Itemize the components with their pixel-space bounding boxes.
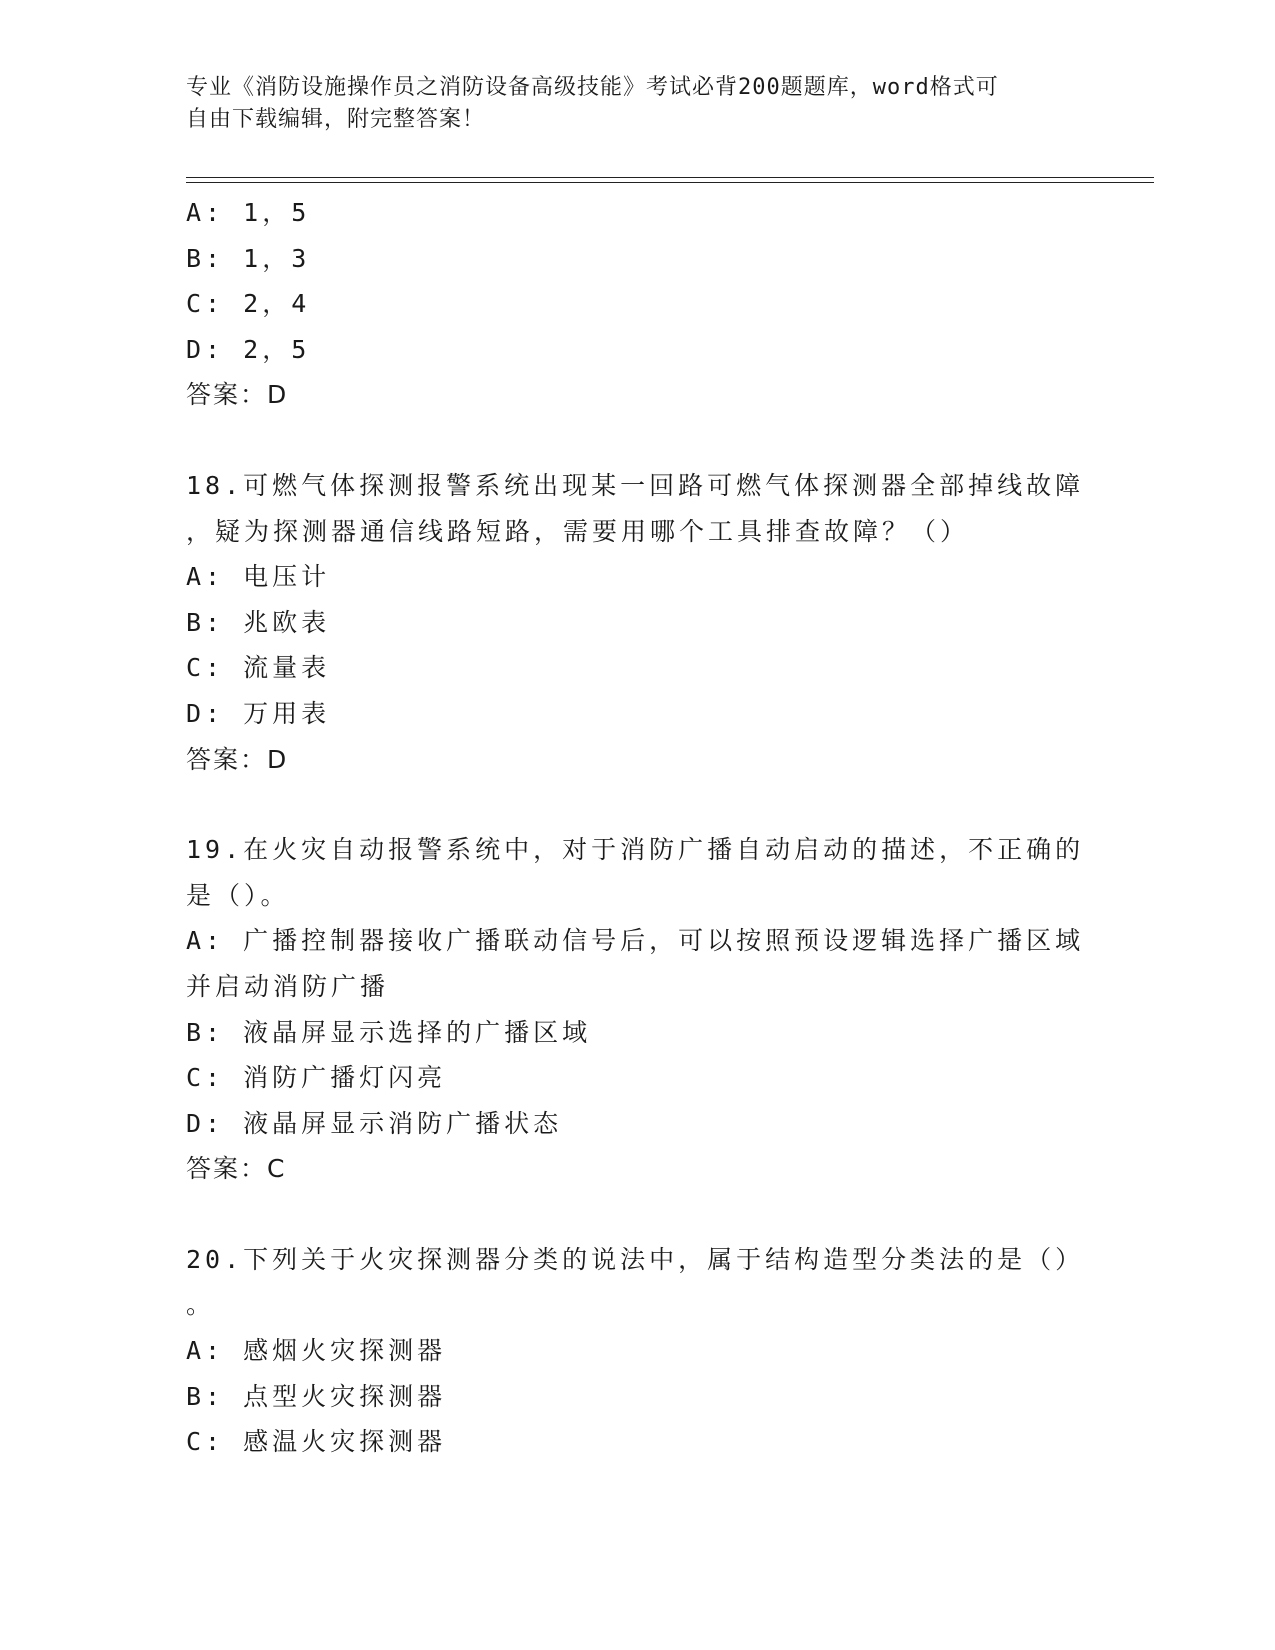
- option-b: B: 兆欧表: [186, 607, 331, 637]
- answer: 答案：C: [186, 1154, 287, 1184]
- option-a-continued: 并启动消防广播: [186, 971, 390, 1001]
- option-d: D: 液晶屏显示消防广播状态: [186, 1108, 563, 1138]
- document-header: [186, 72, 1086, 136]
- header-double-rule: [186, 177, 1154, 183]
- option-b: B: 1，3: [186, 243, 311, 273]
- answer: 答案：D: [186, 744, 289, 774]
- option-c: C: 2，4: [186, 289, 311, 319]
- question-stem-line: 。: [186, 1290, 216, 1320]
- question-20: [186, 1237, 1156, 1465]
- option-c: C: 感温火灾探测器: [186, 1427, 447, 1457]
- header-line-2: 自由下载编辑，附完整答案！: [186, 107, 486, 132]
- question-19: [186, 827, 1156, 1192]
- option-c: C: 流量表: [186, 653, 331, 683]
- option-a: A: 广播控制器接收广播联动信号后，可以按照预设逻辑选择广播区域: [186, 926, 1085, 956]
- question-stem-line: 19.在火灾自动报警系统中，对于消防广播自动启动的描述，不正确的: [186, 835, 1085, 865]
- question-stem-line: ，疑为探测器通信线路短路，需要用哪个工具排查故障？（）: [186, 516, 970, 546]
- option-a: A: 1，5: [186, 198, 311, 227]
- question-17: [186, 190, 1156, 418]
- header-line-1: 专业《消防设施操作员之消防设备高级技能》考试必背200题题库，word格式可: [186, 75, 999, 100]
- question-stem-line: 18.可燃气体探测报警系统出现某一回路可燃气体探测器全部掉线故障: [186, 470, 1085, 500]
- option-d: D: 2，5: [186, 334, 311, 364]
- question-stem-line: 是（）。: [186, 880, 290, 910]
- question-18: [186, 463, 1156, 782]
- option-c: C: 消防广播灯闪亮: [186, 1063, 447, 1093]
- option-a: A: 电压计: [186, 562, 331, 592]
- answer: 答案：D: [186, 380, 289, 410]
- question-list: [186, 190, 1156, 1465]
- option-d: D: 万用表: [186, 698, 331, 728]
- option-b: B: 液晶屏显示选择的广播区域: [186, 1017, 592, 1047]
- option-a: A: 感烟火灾探测器: [186, 1336, 447, 1366]
- question-stem-line: 20.下列关于火灾探测器分类的说法中，属于结构造型分类法的是（）: [186, 1244, 1085, 1274]
- option-b: B: 点型火灾探测器: [186, 1381, 447, 1411]
